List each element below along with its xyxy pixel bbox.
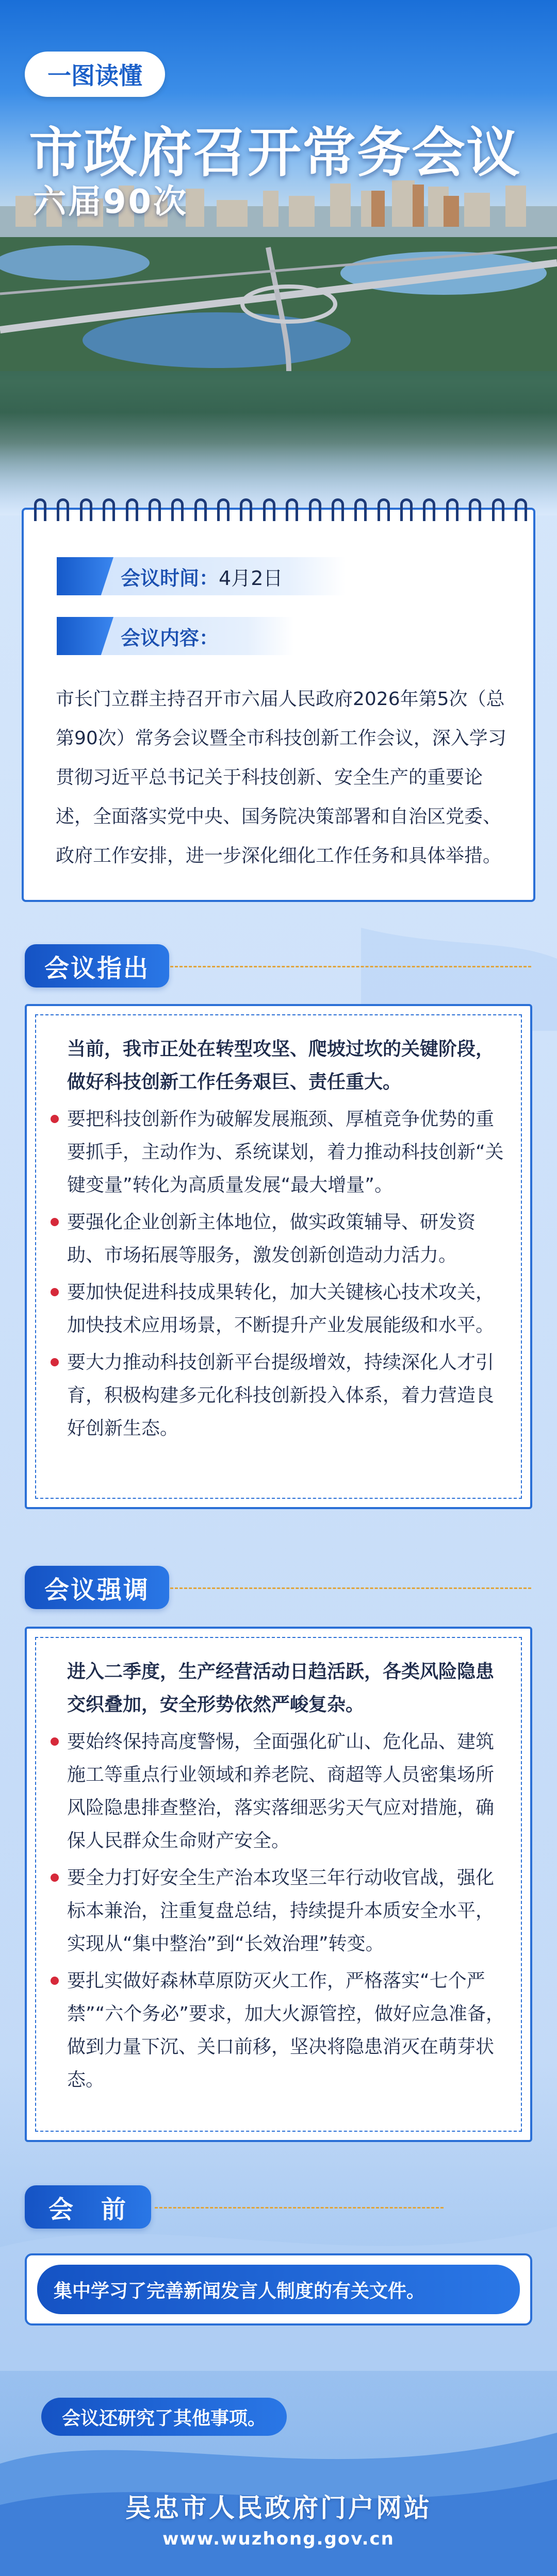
ring-icon: [171, 498, 184, 521]
site-name: 吴忠市人民政府门户网站: [125, 2493, 432, 2523]
hero-banner: [0, 0, 557, 515]
bullet-dot-icon: [51, 1288, 59, 1296]
ring-icon: [378, 498, 390, 521]
list-item: 要全力打好安全生产治本攻坚三年行动收官战，强化标本兼治，注重复盘总结，持续提升本质安全水平，实现从“集中整治”到“长效治理”转变。: [44, 1862, 509, 1961]
bullet-dot-icon: [51, 1358, 59, 1366]
list-item: 要加快促进科技成果转化，加大关键核心技术攻关，加快技术应用场景，不断提升产业发展能级和水平。: [44, 1276, 509, 1342]
binder-rings: [34, 498, 527, 521]
emphasis-card: [25, 1627, 532, 2142]
wave-decoration: [0, 2113, 557, 2371]
page-subtitle: 六届90次: [33, 183, 189, 221]
ring-icon: [194, 498, 207, 521]
bullet-dot-icon: [51, 1977, 59, 1985]
list-item: 要把科技创新作为破解发展瓶颈、厚植竞争优势的重要抓手，主动作为、系统谋划，着力推动科技创新“关键变量”转化为高质量发展“最大增量”。: [44, 1103, 509, 1202]
ring-icon: [354, 498, 367, 521]
before-card: [25, 2253, 532, 2326]
ring-icon: [126, 498, 138, 521]
section-heading-points: 会议指出: [25, 944, 169, 988]
list-item: 要强化企业创新主体地位，做实政策辅导、研发资助、市场拓展等服务，激发创新创造动力活力。: [44, 1206, 509, 1272]
section-heading-emphasis: 会议强调: [25, 1566, 169, 1609]
ring-icon: [240, 498, 252, 521]
meeting-intro-text: 市长门立群主持召开市六届人民政府2026年第5次（总第90次）常务会议暨全市科技创新工作会议，深入学习贯彻习近平总书记关于科技创新、安全生产的重要论述，全面落实党中央、国务院决策部署和自治区党委、政府工作安排，进一步深化细化工作任务和具体举措。: [56, 689, 506, 866]
ring-icon: [263, 498, 275, 521]
meeting-time-value: 4月2日: [219, 566, 283, 590]
ring-icon: [446, 498, 458, 521]
bullet-dot-icon: [51, 1737, 59, 1746]
site-url[interactable]: www.wuzhong.gov.cn: [162, 2529, 395, 2549]
ribbon-flag-icon: [57, 557, 113, 595]
meeting-time-label: 会议时间：: [121, 566, 219, 590]
ring-icon: [492, 498, 504, 521]
ring-icon: [286, 498, 298, 521]
ring-icon: [309, 498, 321, 521]
closing-note: 会议还研究了其他事项。: [41, 2398, 287, 2436]
page-title: 市政府召开常务会议: [29, 121, 521, 184]
before-item: 集中学习了完善新闻发言人制度的有关文件。: [37, 2265, 520, 2314]
section-divider: [170, 1587, 531, 1589]
emphasis-lead: 进入二季度，生产经营活动日趋活跃，各类风险隐患交织叠加，安全形势依然严峻复杂。: [67, 1661, 495, 1715]
ring-icon: [34, 498, 46, 521]
ring-icon: [217, 498, 230, 521]
section-divider: [170, 966, 531, 967]
ring-icon: [423, 498, 435, 521]
bullet-dot-icon: [51, 1874, 59, 1882]
list-item: 要大力推动科技创新平台提级增效，持续深化人才引育，积极构建多元化科技创新投入体系，着力营造良好创新生态。: [44, 1346, 509, 1445]
meeting-time-ribbon: [57, 557, 346, 595]
ring-icon: [469, 498, 481, 521]
section-heading-before: 会 前: [25, 2185, 151, 2229]
list-item: 要始终保持高度警惕，全面强化矿山、危化品、建筑施工等重点行业领域和养老院、商超等人员密集场所风险隐患排查整治，落实落细恶劣天气应对措施，确保人民群众生命财产安全。: [44, 1726, 509, 1858]
ring-icon: [400, 498, 413, 521]
ring-icon: [332, 498, 344, 521]
ring-icon: [80, 498, 92, 521]
ring-icon: [103, 498, 115, 521]
points-card: [25, 1004, 532, 1509]
bullet-dot-icon: [51, 1115, 59, 1123]
site-footer: [0, 2458, 557, 2576]
emphasis-list: [44, 1726, 509, 2097]
meeting-content-ribbon: [57, 617, 294, 655]
list-item: 要扎实做好森林草原防灭火工作，严格落实“七个严禁”“六个务必”要求，加大火源管控，做好应急准备，做到力量下沉、关口前移，坚决将隐患消灭在萌芽状态。: [44, 1965, 509, 2097]
ring-icon: [515, 498, 527, 521]
ribbon-flag-icon: [57, 617, 113, 655]
hero-tag: 一图读懂: [25, 52, 165, 97]
ring-icon: [149, 498, 161, 521]
ring-icon: [57, 498, 69, 521]
meeting-content-label: 会议内容：: [121, 626, 219, 649]
section-divider: [155, 2207, 444, 2209]
points-list: [44, 1103, 509, 1445]
meeting-info-card: [22, 508, 535, 902]
bullet-dot-icon: [51, 1218, 59, 1226]
points-lead: 当前，我市正处在转型攻坚、爬坡过坎的关键阶段，做好科技创新工作任务艰巨、责任重大。: [67, 1039, 495, 1093]
